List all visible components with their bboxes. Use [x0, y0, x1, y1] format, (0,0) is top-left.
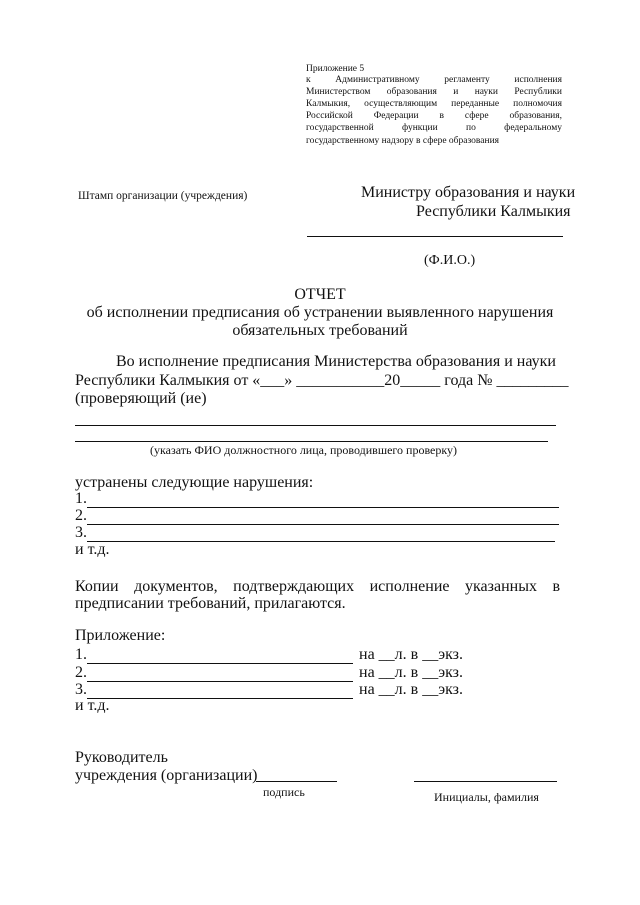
- attachment-item-2-number: 2.: [75, 664, 87, 681]
- appendix-line-1: к Административному регламенту исполнения: [306, 75, 562, 85]
- copies-line-1: Копии документов, подтверждающих исполнение указанных в: [75, 578, 560, 595]
- inspector-hint: (указать ФИО должностного лица, проводившего проверку): [150, 443, 458, 457]
- violations-heading: устранены следующие нарушения:: [75, 474, 314, 491]
- body-line-3: (проверяющий (ие): [75, 390, 207, 407]
- appendix-line-3: Калмыкия, осуществляющим переданные полномочия: [306, 99, 562, 109]
- appendix-line-4: Российской Федерации в сфере образования,: [306, 111, 562, 121]
- inspector-line-1: [75, 425, 556, 426]
- attachment-heading: Приложение:: [75, 627, 166, 644]
- document-subtitle-2: обязательных требований: [232, 322, 408, 339]
- appendix-title: Приложение 5: [306, 64, 365, 74]
- violation-item-3-line: [87, 541, 555, 542]
- addressee-name-line: [307, 236, 563, 237]
- attachment-etc: и т.д.: [75, 697, 110, 714]
- signature-role-2: учреждения (организации): [75, 767, 258, 784]
- signature-role-1: Руководитель: [75, 749, 168, 766]
- inspector-line-2: [75, 441, 548, 442]
- addressee-line-1: Министру образования и науки: [361, 184, 576, 201]
- violation-item-2-line: [87, 524, 559, 525]
- stamp-label: Штамп организации (учреждения): [78, 190, 248, 202]
- attachment-item-1-line: [87, 663, 353, 664]
- body-line-2: Республики Калмыкия от «___» ___________20_____ года № _________: [75, 372, 569, 389]
- attachment-item-2-line: [87, 681, 353, 682]
- attachment-item-3-line: [87, 698, 353, 699]
- addressee-fio-label: (Ф.И.О.): [424, 253, 476, 268]
- body-line-1: Во исполнение предписания Министерства образования и науки: [116, 353, 556, 370]
- signature-line: [256, 781, 337, 782]
- attachment-item-1-suffix: на __л. в __экз.: [359, 646, 463, 663]
- appendix-line-5: государственной функции по федеральному: [306, 123, 562, 133]
- attachment-item-1-number: 1.: [75, 646, 87, 663]
- copies-line-2: предписании требований, прилагаются.: [75, 595, 346, 612]
- name-label: Инициалы, фамилия: [434, 790, 539, 804]
- document-title: ОТЧЕТ: [294, 286, 346, 303]
- name-line: [414, 781, 557, 782]
- violation-item-1-line: [87, 507, 559, 508]
- appendix-line-6: государственному надзору в сфере образования: [306, 136, 500, 146]
- attachment-item-3-number: 3.: [75, 681, 87, 698]
- addressee-line-2: Республики Калмыкия: [416, 203, 571, 220]
- violation-item-3-number: 3.: [75, 524, 87, 541]
- document-subtitle-1: об исполнении предписания об устранении выявленного нарушения: [86, 304, 554, 321]
- violation-item-1-number: 1.: [75, 490, 87, 507]
- attachment-item-2-suffix: на __л. в __экз.: [359, 664, 463, 681]
- violation-item-2-number: 2.: [75, 507, 87, 524]
- appendix-line-2: Министерством образования и науки Республики: [306, 87, 562, 97]
- signature-label: подпись: [263, 785, 305, 799]
- attachment-item-3-suffix: на __л. в __экз.: [359, 681, 463, 698]
- violations-etc: и т.д.: [75, 541, 110, 558]
